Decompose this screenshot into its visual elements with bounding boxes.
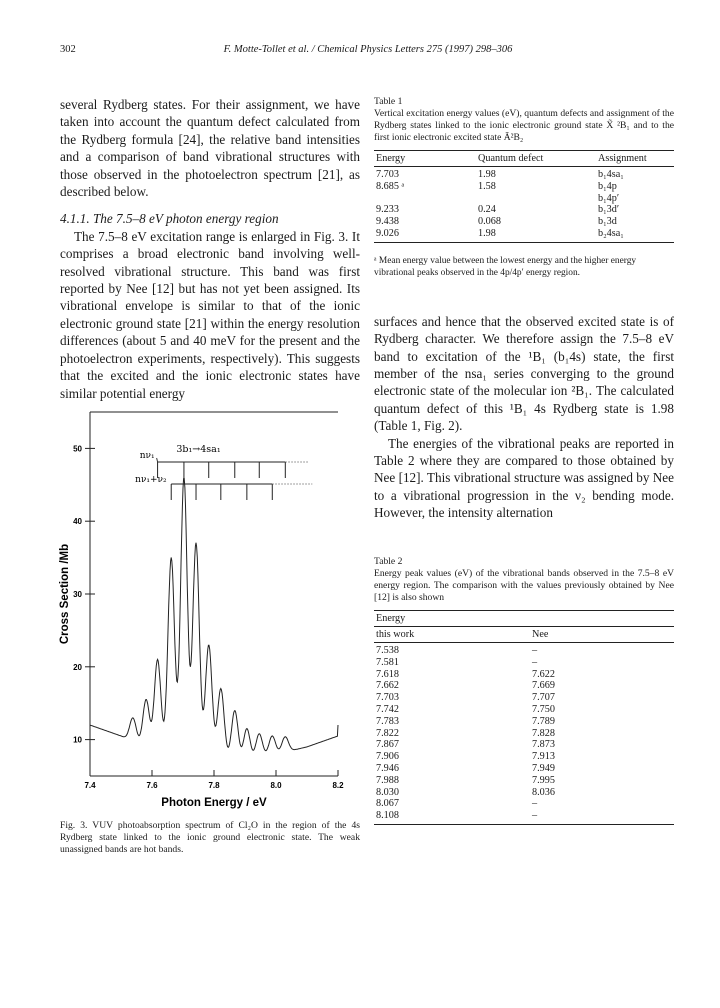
table-2-cell: 7.949 [532, 762, 555, 774]
table-1-cell: b₁4sa₁ [598, 169, 624, 180]
right-paragraph-1: surfaces and hence that the observed excited state is of Rydberg character. We therefore assign the 7.5–8 eV band to excitation of the ¹B₁ (b₁4s) state, the first member of the nsa₁ series converging to the ground electronic state of the molecular ion ²B₁. The calculated quantum defect of this ¹B₁ 4s Rydberg state is 1.98 (Table 1, Fig. 2). [374, 313, 674, 434]
table-1-header: Assignment [596, 151, 674, 167]
table-2-cell: 7.662 [376, 680, 399, 692]
table-2-row [374, 704, 674, 716]
left-column [60, 96, 360, 402]
table-2-cell: 7.913 [532, 751, 555, 763]
table-2-cell: 7.750 [532, 703, 555, 715]
table-2-row [374, 643, 674, 657]
table-1-caption: Vertical excitation energy values (eV), quantum defects and assignment of the Rydberg states linked to the ionic electronic ground state X̃ ²B₁ and to the first ionic electronic excited state Ã²B₂ [374, 108, 674, 143]
table-1-footnote: ᵃ Mean energy value between the lowest energy and the higher energy vibrational peaks observed in the 4p/4p′ energy region. [374, 255, 637, 278]
table-2-cell: 7.703 [376, 692, 399, 704]
table-2-row [374, 680, 674, 692]
page-number: 302 [60, 44, 76, 55]
table-2-cell: 7.988 [376, 774, 399, 786]
table-1-cell [476, 193, 596, 205]
table-1-cell: 9.233 [376, 204, 399, 216]
y-tick-label: 10 [73, 735, 82, 745]
table-2-caption: Energy peak values (eV) of the vibrational bands observed in the 7.5–8 eV energy region. The comparison with the values previously obtained by Nee [12] is also shown [374, 568, 674, 603]
table-2-row [374, 739, 674, 751]
table-2-cell: – [532, 798, 538, 810]
x-tick-label: 7.8 [208, 781, 220, 790]
figure-caption: Fig. 3. VUV photoabsorption spectrum of Cl₂O in the region of the 4s Rydberg state linked to the ionic ground electronic state. The weak unassigned bands are hot bands. [60, 820, 360, 855]
table-2-header: Nee [530, 627, 674, 643]
table-2-header: this work [374, 627, 530, 643]
x-axis-label: Photon Energy / eV [161, 797, 267, 809]
x-tick-label: 8.0 [270, 781, 282, 790]
table-2-cell: 7.669 [532, 680, 555, 692]
table-1-cell: 1.58 [478, 180, 496, 192]
table-2-row [374, 751, 674, 763]
table-2-row [374, 763, 674, 775]
band-assignment-label: 3b₁→4sa₁ [176, 444, 221, 455]
table-1-cell: 8.685 ᵃ [376, 180, 405, 192]
table-2-label: Table 2 [374, 556, 403, 567]
progression-nv1-label: nν₁ [139, 451, 155, 461]
table-2 [374, 556, 674, 825]
table-2-cell: 7.618 [376, 668, 399, 680]
y-tick-label: 30 [73, 590, 82, 599]
table-1-cell: 1.98 [476, 228, 596, 242]
table-2-cell: 8.030 [376, 786, 399, 798]
table-1-cell: b₁3d [598, 216, 617, 228]
table-2-cell: 7.995 [532, 774, 555, 786]
table-1-header: Quantum defect [476, 151, 596, 167]
table-1-cell: 9.438 [376, 216, 399, 228]
table-2-row [374, 692, 674, 704]
table-2-cell: 7.742 [376, 703, 399, 715]
table-1-cell: 9.026 [374, 228, 476, 242]
table-2-row [374, 775, 674, 787]
table-1-row [374, 228, 674, 242]
spectrum-plot [56, 408, 360, 820]
right-paragraph-2: The energies of the vibrational peaks are reported in Table 2 where they are compared to those obtained by Nee [12]. This vibrational structure was assigned by Nee to a vibrational progression in the ν₂ bending mode. However, the intensity alternation [374, 435, 674, 521]
figure-3 [56, 408, 360, 820]
table-2-row [374, 669, 674, 681]
left-paragraph-2: The 7.5–8 eV excitation range is enlarged in Fig. 3. It comprises a broad electronic band involving well-resolved vibrational structure. This band was first reported by Nee [12] but has not yet been assigned. Its vibrational envelope is similar to that of the ionic electronic ground state [21] within the energy resolution differences (about 5 and 40 meV for the present and the photoelectron experiments, respectively). This suggests that the excited and the ionic electronic states have similar potential energy [60, 228, 360, 401]
table-1-row [374, 204, 674, 216]
table-1 [374, 96, 674, 279]
table-2-cell: 7.822 [376, 727, 399, 739]
section-heading: 4.1.1. The 7.5–8 eV photon energy region [60, 211, 279, 227]
nv1-label-connector [157, 458, 158, 462]
table-1-cell: 0.068 [478, 216, 501, 228]
table-2-row [374, 810, 674, 824]
table-1-cell: b₁4p [598, 180, 617, 192]
table-2-cell: 7.783 [376, 715, 399, 727]
table-1-cell: 1.98 [478, 169, 496, 180]
table-2-cell: – [532, 656, 538, 668]
table-2-row [374, 728, 674, 740]
table-2-row [374, 798, 674, 810]
table-1-row [374, 216, 674, 228]
spectrum-line [90, 478, 338, 750]
y-tick-label: 20 [73, 662, 82, 672]
table-1-cell [374, 193, 476, 205]
table-2-group-header: Energy [374, 611, 674, 627]
table-2-cell: 8.036 [532, 786, 555, 798]
table-1-header: Energy [374, 151, 476, 167]
table-1-row [374, 193, 674, 205]
running-title: F. Motte-Tollet et al. / Chemical Physics Letters 275 (1997) 298–306 [223, 44, 513, 55]
page-header [60, 44, 676, 60]
table-2-cell: 7.707 [532, 692, 555, 704]
table-2-row [374, 787, 674, 799]
table-1-label: Table 1 [374, 96, 403, 107]
table-2-cell: 7.789 [532, 715, 555, 727]
table-2-cell: 7.581 [376, 656, 399, 668]
table-2-cell: 7.946 [376, 762, 399, 774]
table-2-cell: 7.906 [376, 751, 399, 763]
right-column [374, 96, 674, 522]
table-2-cell: 8.108 [374, 810, 530, 824]
table-2-cell: 7.828 [532, 727, 555, 739]
table-1-cell: b₁4p′ [598, 192, 620, 204]
table-2-grid [374, 610, 674, 825]
table-2-cell: 7.867 [376, 739, 399, 751]
table-1-row [374, 167, 674, 181]
table-1-cell: b₂4sa₁ [596, 228, 674, 242]
y-axis-label: Cross Section /Mb [59, 543, 71, 645]
table-1-cell: 7.703 [376, 169, 399, 180]
table-2-row [374, 657, 674, 669]
table-2-cell: – [532, 645, 538, 656]
left-paragraph-1: several Rydberg states. For their assignment, we have taken into account the quantum defect calculated from the Rydberg formula [24], the relative band intensities and a comparison of band vibrational structures with those observed in the photoelectron spectrum [21], as described below. [60, 97, 360, 200]
y-tick-label: 50 [73, 444, 82, 454]
table-2-cell: 7.873 [532, 739, 555, 751]
x-tick-label: 7.6 [146, 781, 158, 790]
table-2-cell: – [530, 810, 674, 824]
progression-nv1v2-label: nν₁+ν₂ [135, 475, 167, 485]
table-1-grid [374, 150, 674, 243]
table-1-cell: b₁3d′ [598, 204, 620, 216]
table-2-row [374, 716, 674, 728]
x-tick-label: 7.4 [84, 781, 96, 790]
table-2-cell: 8.067 [376, 798, 399, 810]
x-tick-label: 8.2 [332, 781, 344, 790]
y-tick-label: 40 [73, 517, 82, 527]
table-1-row [374, 181, 674, 193]
table-2-cell: 7.538 [376, 645, 399, 656]
table-2-cell: 7.622 [532, 668, 555, 680]
table-1-cell: 0.24 [478, 204, 496, 216]
